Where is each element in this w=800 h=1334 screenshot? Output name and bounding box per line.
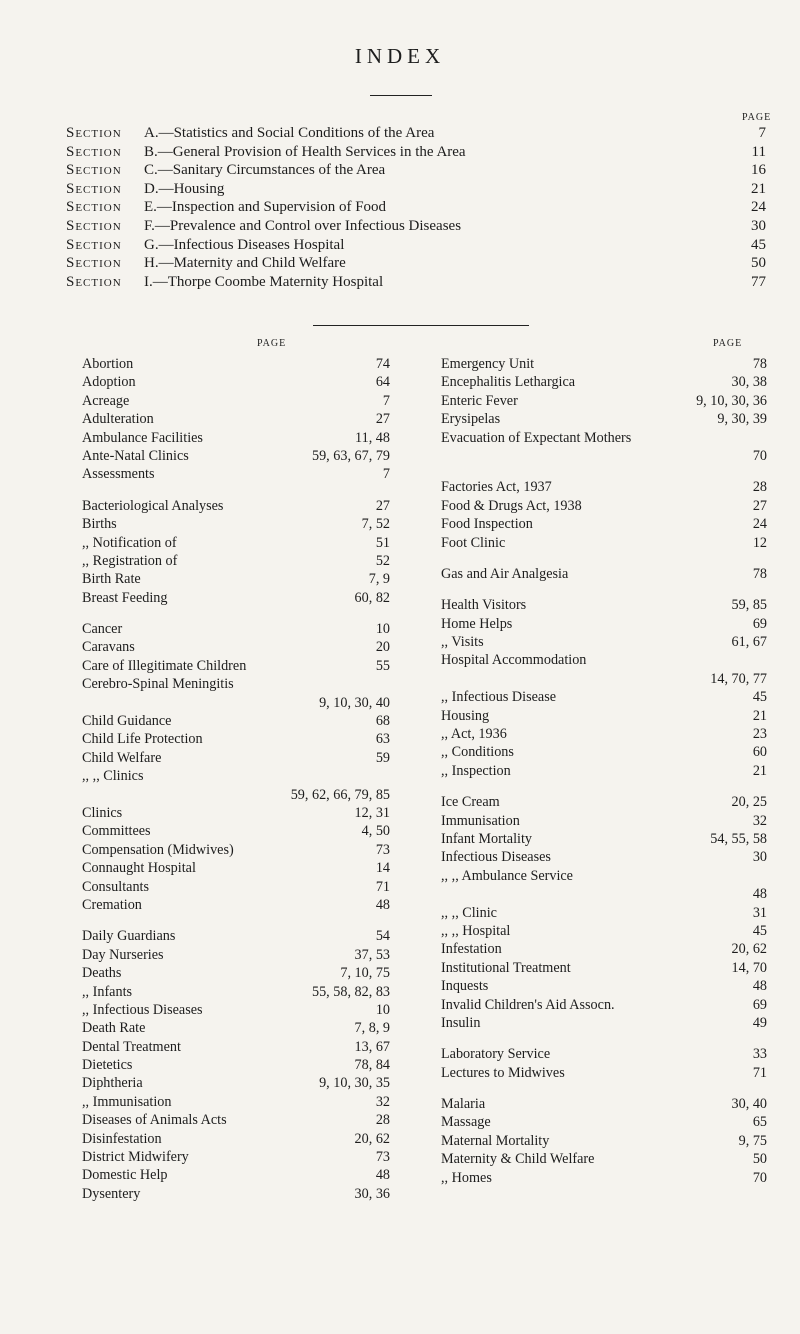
index-entry [82, 983, 390, 1001]
index-entry [441, 793, 767, 811]
index-term: Evacuation of Expectant Mothers [441, 429, 632, 446]
index-entry [441, 848, 767, 866]
index-term: Assessments [82, 466, 155, 483]
index-term: ,, Infectious Diseases [82, 1001, 203, 1018]
index-entry [82, 1166, 390, 1184]
section-word: Section [66, 217, 122, 234]
index-entry [82, 552, 390, 570]
index-pages: 49 [752, 1014, 767, 1031]
section-word: Section [66, 143, 122, 160]
index-term: Invalid Children's Aid Assocn. [441, 996, 615, 1013]
section-row [66, 217, 766, 236]
index-term: Enteric Fever [441, 392, 518, 409]
index-term: Maternity & Child Welfare [441, 1151, 595, 1168]
index-pages: 23 [752, 726, 767, 743]
index-term: Disinfestation [82, 1130, 162, 1147]
index-entry [82, 373, 390, 391]
section-page-number: 30 [751, 217, 766, 234]
index-pages: 7, 9 [368, 571, 390, 588]
index-entry [82, 447, 390, 465]
index-pages: 69 [752, 996, 767, 1013]
index-pages: 59, 62, 66, 79, 85 [290, 786, 390, 803]
index-pages: 20, 62 [354, 1130, 390, 1147]
index-term: Massage [441, 1114, 491, 1131]
index-pages: 14 [375, 860, 390, 877]
index-entry [82, 822, 390, 840]
index-entry [441, 429, 767, 466]
index-pages: 10 [375, 621, 390, 638]
section-page-number: 24 [751, 199, 766, 216]
index-entry [82, 964, 390, 982]
index-pages: 55 [375, 657, 390, 674]
index-entry [82, 570, 390, 588]
index-entry [441, 1169, 767, 1187]
index-pages: 60, 82 [354, 589, 390, 606]
index-entry [441, 707, 767, 725]
index-entry [82, 429, 390, 447]
index-term: Diseases of Animals Acts [82, 1112, 227, 1129]
index-term: Food Inspection [441, 516, 533, 533]
index-pages: 74 [375, 356, 390, 372]
index-term: Maternal Mortality [441, 1132, 550, 1149]
index-term: Connaught Hospital [82, 860, 196, 877]
left-page-header: PAGE [257, 338, 287, 349]
index-entry [82, 1038, 390, 1056]
index-term: Emergency Unit [441, 356, 535, 372]
index-pages: 9, 10, 30, 40 [319, 694, 390, 711]
index-term: Adulteration [82, 411, 154, 428]
index-entry [441, 762, 767, 780]
index-term: Cancer [82, 621, 123, 638]
index-entry [82, 620, 390, 638]
index-term: Diphtheria [82, 1075, 143, 1092]
index-term: Factories Act, 1937 [441, 479, 552, 496]
index-entry [82, 1093, 390, 1111]
index-entry [441, 830, 767, 848]
index-entry [82, 657, 390, 675]
index-pages: 4, 50 [361, 823, 390, 840]
index-pages: 64 [375, 374, 390, 391]
index-entry [441, 478, 767, 496]
index-entry [441, 615, 767, 633]
index-entry [441, 1132, 767, 1150]
index-pages: 45 [752, 922, 767, 939]
index-entry [441, 410, 767, 428]
index-pages: 10 [375, 1001, 390, 1018]
index-term: Erysipelas [441, 411, 501, 428]
index-term: Committees [82, 823, 151, 840]
index-term: Encephalitis Lethargica [441, 374, 576, 391]
index-term: Foot Clinic [441, 534, 506, 551]
index-term: Deaths [82, 965, 122, 982]
index-pages: 31 [752, 904, 767, 921]
sections-page-header: PAGE [742, 112, 772, 123]
index-entry [82, 1185, 390, 1203]
index-term: ,, Registration of [82, 552, 178, 569]
index-pages: 14, 70, 77 [710, 670, 767, 687]
index-pages: 30, 36 [354, 1185, 390, 1202]
index-pages: 24 [752, 516, 767, 533]
index-term: Child Guidance [82, 713, 172, 730]
index-pages: 45 [752, 689, 767, 706]
section-page-number: 50 [751, 255, 766, 272]
index-pages: 73 [375, 841, 390, 858]
index-term: Acreage [82, 392, 130, 409]
index-term: ,, Infants [82, 983, 133, 1000]
index-pages: 7 [382, 466, 390, 483]
index-pages: 21 [752, 707, 767, 724]
section-row [66, 236, 766, 255]
index-pages: 9, 75 [738, 1132, 767, 1149]
index-term: Health Visitors [441, 597, 527, 614]
index-term: Home Helps [441, 615, 513, 632]
index-pages: 11, 48 [355, 429, 390, 446]
index-pages: 78, 84 [354, 1057, 390, 1074]
index-pages: 51 [375, 534, 390, 551]
index-term: Gas and Air Analgesia [441, 565, 569, 582]
index-entry [441, 1095, 767, 1113]
index-pages: 61, 67 [731, 634, 767, 651]
index-entry [441, 1064, 767, 1082]
index-entry [441, 355, 767, 373]
index-pages: 32 [375, 1093, 390, 1110]
index-term: Birth Rate [82, 571, 141, 588]
index-pages: 12 [752, 534, 767, 551]
index-pages: 48 [375, 896, 390, 913]
index-entry [441, 725, 767, 743]
index-pages: 27 [752, 497, 767, 514]
section-title: I.—Thorpe Coombe Maternity Hospital [144, 273, 384, 290]
index-entry [82, 638, 390, 656]
index-pages: 9, 10, 30, 35 [319, 1075, 390, 1092]
index-entry [82, 1019, 390, 1037]
index-entry [441, 1014, 767, 1032]
index-pages: 68 [375, 713, 390, 730]
index-pages: 7 [382, 392, 390, 409]
section-page-number: 45 [751, 236, 766, 253]
index-term: ,, ,, Clinic [441, 904, 497, 921]
page-title: INDEX [354, 44, 446, 68]
section-page-number: 7 [758, 125, 766, 141]
index-entry [441, 940, 767, 958]
index-pages: 28 [375, 1112, 390, 1129]
index-entry [82, 515, 390, 533]
left-entries [82, 355, 390, 1203]
index-entry [441, 596, 767, 614]
index-entry [82, 1001, 390, 1019]
section-title: G.—Infectious Diseases Hospital [144, 236, 345, 253]
index-entry [82, 730, 390, 748]
index-term: ,, Visits [441, 634, 484, 651]
section-row [66, 198, 766, 217]
index-pages: 48 [752, 886, 767, 903]
index-pages: 48 [375, 1167, 390, 1184]
index-entry [441, 565, 767, 583]
index-pages: 7, 52 [361, 516, 390, 533]
index-pages: 59, 63, 67, 79 [311, 447, 390, 464]
index-term: Births [82, 516, 117, 533]
section-row [66, 161, 766, 180]
index-entry [82, 712, 390, 730]
index-term: Insulin [441, 1014, 481, 1031]
index-pages: 27 [375, 497, 390, 514]
section-word: Section [66, 199, 122, 216]
index-pages: 37, 53 [354, 946, 390, 963]
index-entry [441, 651, 767, 688]
index-entry [441, 515, 767, 533]
index-pages: 30, 40 [731, 1096, 767, 1113]
index-pages: 9, 30, 39 [717, 411, 767, 428]
section-divider [313, 325, 529, 326]
index-pages: 50 [752, 1151, 767, 1168]
index-pages: 55, 58, 82, 83 [311, 983, 390, 1000]
index-term: Inquests [441, 978, 489, 995]
index-term: ,, Homes [441, 1169, 492, 1186]
index-pages: 30, 38 [731, 374, 767, 391]
index-entry [441, 373, 767, 391]
section-row [66, 180, 766, 199]
section-title: D.—Housing [144, 180, 225, 197]
index-term: ,, Act, 1936 [441, 726, 507, 743]
index-pages: 78 [752, 565, 767, 582]
index-entry [441, 922, 767, 940]
index-term: Day Nurseries [82, 946, 164, 963]
index-term: Ante-Natal Clinics [82, 447, 189, 464]
right-page-header: PAGE [713, 338, 743, 349]
index-term: ,, Notification of [82, 534, 177, 551]
index-term: ,, Inspection [441, 762, 511, 779]
index-term: Adoption [82, 374, 136, 391]
index-entry [82, 675, 390, 712]
index-pages: 59 [375, 749, 390, 766]
index-pages: 63 [375, 731, 390, 748]
section-page-number: 77 [751, 273, 766, 290]
index-pages: 9, 10, 30, 36 [696, 392, 767, 409]
section-row [66, 143, 766, 162]
index-entry [441, 959, 767, 977]
section-title: E.—Inspection and Supervision of Food [144, 199, 387, 216]
index-pages: 27 [375, 411, 390, 428]
index-term: ,, ,, Clinics [82, 768, 144, 785]
index-entry [441, 812, 767, 830]
section-page-number: 16 [751, 162, 766, 179]
index-pages: 78 [752, 356, 767, 372]
index-entry [82, 1056, 390, 1074]
index-entry [441, 534, 767, 552]
index-pages: 59, 85 [731, 597, 767, 614]
index-pages: 20, 25 [731, 794, 767, 811]
sections-list [66, 124, 766, 291]
index-entry [441, 633, 767, 651]
index-pages: 71 [375, 878, 390, 895]
index-term: Institutional Treatment [441, 959, 571, 976]
section-page-number: 21 [751, 180, 766, 197]
index-term: Infestation [441, 941, 502, 958]
index-pages: 70 [752, 1169, 767, 1186]
index-pages: 28 [752, 479, 767, 496]
section-title: H.—Maternity and Child Welfare [144, 255, 346, 272]
index-term: Death Rate [82, 1020, 146, 1037]
index-term: Dysentery [82, 1185, 141, 1202]
index-term: Abortion [82, 356, 134, 372]
index-entry [441, 904, 767, 922]
title-divider [370, 95, 432, 96]
index-pages: 20 [375, 639, 390, 656]
index-term: Laboratory Service [441, 1046, 551, 1063]
index-term: Ice Cream [441, 794, 500, 811]
index-pages: 33 [752, 1046, 767, 1063]
index-pages: 14, 70 [731, 959, 767, 976]
index-pages: 21 [752, 762, 767, 779]
index-entry [441, 1045, 767, 1063]
index-entry [82, 1148, 390, 1166]
section-title: A.—Statistics and Social Conditions of the Area [144, 125, 435, 141]
index-term: Caravans [82, 639, 135, 656]
section-title: B.—General Provision of Health Services in the Area [144, 143, 466, 160]
index-term: Bacteriological Analyses [82, 497, 224, 514]
section-word: Section [66, 180, 122, 197]
index-term: Infant Mortality [441, 830, 533, 847]
index-entry [441, 996, 767, 1014]
index-entry [82, 1074, 390, 1092]
index-term: Domestic Help [82, 1167, 168, 1184]
index-entry [82, 767, 390, 804]
index-term: Dental Treatment [82, 1038, 181, 1055]
section-title: F.—Prevalence and Control over Infectious Diseases [144, 217, 462, 234]
index-term: Daily Guardians [82, 928, 176, 945]
section-word: Section [66, 125, 122, 141]
index-entry [82, 589, 390, 607]
index-pages: 73 [375, 1149, 390, 1166]
index-term: Care of Illegitimate Children [82, 657, 247, 674]
index-term: Ambulance Facilities [82, 429, 203, 446]
section-page-number: 11 [751, 143, 766, 160]
index-term: Food & Drugs Act, 1938 [441, 497, 582, 514]
section-row [66, 254, 766, 273]
section-row [66, 124, 766, 143]
index-entry [441, 743, 767, 761]
index-entry [82, 465, 390, 483]
index-pages: 7, 10, 75 [340, 965, 390, 982]
index-term: Immunisation [441, 812, 520, 829]
index-term: Lectures to Midwives [441, 1064, 565, 1081]
section-row [66, 273, 766, 292]
index-entry [82, 878, 390, 896]
index-entry [82, 896, 390, 914]
index-pages: 71 [752, 1064, 767, 1081]
index-entry [441, 497, 767, 515]
section-word: Section [66, 273, 122, 290]
index-entry [82, 534, 390, 552]
index-entry [441, 1113, 767, 1131]
index-entry [82, 497, 390, 515]
index-term: ,, Conditions [441, 744, 514, 761]
index-term: Hospital Accommodation [441, 652, 587, 669]
index-entry [441, 392, 767, 410]
index-term: Infectious Diseases [441, 849, 551, 866]
index-entry [82, 1130, 390, 1148]
index-term: Child Life Protection [82, 731, 203, 748]
index-entry [82, 946, 390, 964]
index-entry [441, 688, 767, 706]
index-term: Cerebro-Spinal Meningitis [82, 676, 234, 693]
index-entry [441, 1150, 767, 1168]
index-term: ,, Infectious Disease [441, 689, 557, 706]
index-pages: 7, 8, 9 [354, 1020, 390, 1037]
index-term: Malaria [441, 1096, 486, 1113]
index-pages: 54 [375, 928, 390, 945]
section-title: C.—Sanitary Circumstances of the Area [144, 162, 386, 179]
index-term: Clinics [82, 804, 123, 821]
index-term: ,, ,, Hospital [441, 922, 511, 939]
index-pages: 69 [752, 615, 767, 632]
index-entry [82, 804, 390, 822]
index-term: Housing [441, 707, 490, 724]
index-pages: 30 [752, 849, 767, 866]
index-pages: 20, 62 [731, 941, 767, 958]
index-term: Dietetics [82, 1057, 133, 1074]
index-pages: 65 [752, 1114, 767, 1131]
index-entry [82, 749, 390, 767]
index-pages: 52 [375, 552, 390, 569]
section-word: Section [66, 162, 122, 179]
index-term: Cremation [82, 896, 142, 913]
index-pages: 12, 31 [354, 804, 390, 821]
index-pages: 48 [752, 978, 767, 995]
index-term: ,, Immunisation [82, 1093, 172, 1110]
index-entry [441, 867, 767, 904]
index-entry [82, 1111, 390, 1129]
index-term: Consultants [82, 878, 150, 895]
index-pages: 54, 55, 58 [710, 830, 767, 847]
index-pages: 70 [752, 447, 767, 464]
index-entry [82, 841, 390, 859]
index-entry [82, 355, 390, 373]
index-pages: 13, 67 [354, 1038, 390, 1055]
index-pages: 32 [752, 812, 767, 829]
index-entry [82, 392, 390, 410]
index-entry [82, 859, 390, 877]
index-entry [82, 927, 390, 945]
index-entry [82, 410, 390, 428]
right-entries [441, 355, 767, 1187]
index-term: District Midwifery [82, 1149, 189, 1166]
section-word: Section [66, 255, 122, 272]
index-pages: 60 [752, 744, 767, 761]
index-entry [441, 977, 767, 995]
section-word: Section [66, 236, 122, 253]
index-term: Child Welfare [82, 749, 162, 766]
index-term: Breast Feeding [82, 589, 168, 606]
index-term: Compensation (Midwives) [82, 841, 234, 858]
index-term: ,, ,, Ambulance Service [441, 867, 573, 884]
